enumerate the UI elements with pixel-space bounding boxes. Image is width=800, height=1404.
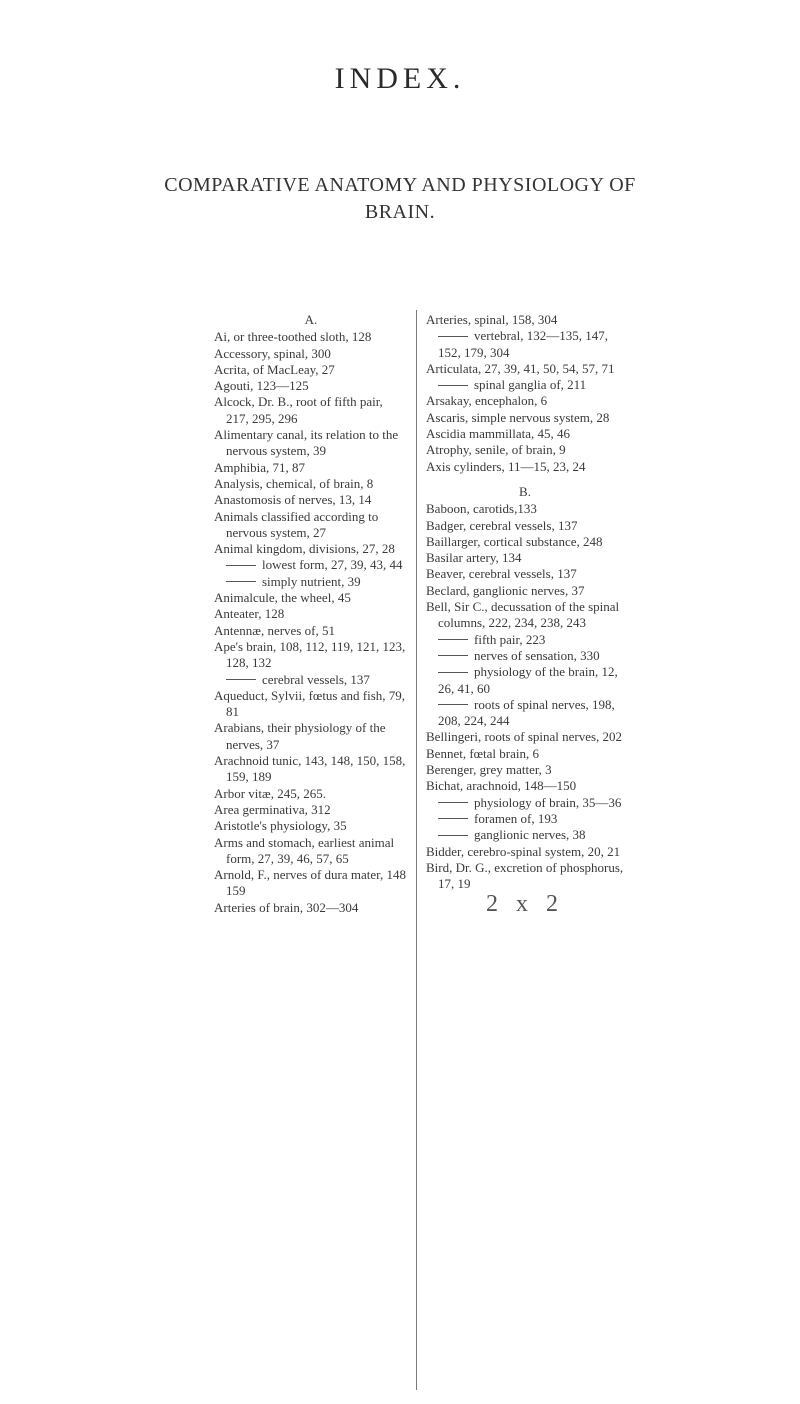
index-entry	[214, 541, 408, 557]
ditto-dash	[438, 802, 468, 803]
index-subentry	[426, 648, 624, 664]
entry-text: Bellingeri, roots of spinal nerves, 202	[426, 729, 623, 745]
index-column-left	[214, 312, 408, 916]
index-entry	[426, 599, 624, 632]
index-entry	[214, 688, 408, 721]
index-entry	[426, 361, 624, 377]
entry-list-a	[214, 329, 408, 916]
entry-text: Agouti, 123—125	[214, 378, 309, 394]
entry-text: Animalcule, the wheel, 45	[214, 590, 351, 606]
index-entry	[214, 460, 408, 476]
index-entry	[214, 394, 408, 427]
index-entry	[426, 426, 624, 442]
ditto-dash	[438, 704, 468, 705]
index-entry	[426, 518, 624, 534]
ditto-dash	[226, 565, 256, 566]
ditto-dash	[438, 655, 468, 656]
index-subentry	[214, 672, 408, 688]
index-entry	[426, 312, 624, 328]
index-entry	[214, 606, 408, 622]
page-title: INDEX.	[334, 62, 466, 95]
index-entry	[214, 835, 408, 868]
entry-text: Bell, Sir C., decussation of the spinal columns, 222, 234, 238, 243	[426, 599, 620, 631]
index-entry	[426, 550, 624, 566]
index-entry	[214, 509, 408, 542]
index-entry	[426, 459, 624, 475]
entry-text: Ascidia mammillata, 45, 46	[426, 426, 571, 442]
entry-text: Bidder, cerebro-spinal system, 20, 21	[426, 843, 621, 859]
entry-text: spinal ganglia of, 211	[474, 377, 587, 393]
entry-text: Arachnoid tunic, 143, 148, 150, 158, 159, 189	[214, 753, 406, 785]
entry-text: Arbor vitæ, 245, 265.	[214, 785, 326, 801]
ditto-dash	[438, 639, 468, 640]
ditto-dash	[438, 835, 468, 836]
entry-text: Beclard, ganglionic nerves, 37	[426, 582, 585, 598]
entry-text: Anteater, 128	[214, 606, 285, 622]
index-entry	[214, 720, 408, 753]
entry-text: Alcock, Dr. B., root of fifth pair, 217, 295, 296	[214, 394, 383, 426]
entry-text: Aristotle's physiology, 35	[214, 818, 347, 834]
entry-text: Accessory, spinal, 300	[214, 345, 331, 361]
entry-text: ganglionic nerves, 38	[474, 827, 586, 843]
index-subentry	[426, 795, 624, 811]
index-entry	[214, 900, 408, 916]
entry-text: Aqueduct, Sylvii, fœtus and fish, 79, 81	[214, 687, 406, 720]
section-letter-b: B.	[519, 483, 531, 499]
entry-text: Antennæ, nerves of, 51	[214, 622, 335, 638]
ditto-dash	[226, 679, 256, 680]
entry-text: Arms and stomach, earliest animal form, 27, 39, 46, 57, 65	[214, 834, 395, 866]
entry-text: vertebral, 132—135, 147, 152, 179, 304	[438, 328, 608, 360]
entry-text: Analysis, chemical, of brain, 8	[214, 475, 374, 491]
entry-text: Acrita, of MacLeay, 27	[214, 361, 335, 377]
index-subentry	[214, 574, 408, 590]
entry-text: Arabians, their physiology of the nerves, 37	[214, 720, 386, 752]
entry-text: roots of spinal nerves, 198, 208, 224, 244	[438, 696, 615, 729]
index-entry	[214, 362, 408, 378]
entry-text: simply nutrient, 39	[262, 573, 361, 589]
index-entry	[426, 583, 624, 599]
index-entry	[426, 762, 624, 778]
printer-signature: 2 x 2	[486, 891, 564, 918]
index-entry	[426, 442, 624, 458]
entry-text: Atrophy, senile, of brain, 9	[426, 442, 566, 458]
entry-text: foramen of, 193	[474, 810, 558, 826]
index-entry	[426, 844, 624, 860]
entry-text: Arsakay, encephalon, 6	[426, 393, 548, 409]
entry-text: Badger, cerebral vessels, 137	[426, 517, 578, 533]
index-entry	[426, 746, 624, 762]
index-entry	[214, 492, 408, 508]
entry-text: Arteries, spinal, 158, 304	[426, 312, 558, 327]
entry-text: Ape's brain, 108, 112, 119, 121, 123, 128, 132	[214, 638, 406, 671]
index-column-right	[426, 312, 624, 918]
entry-list-b	[426, 501, 624, 892]
index-entry	[214, 329, 408, 345]
entry-text: nerves of sensation, 330	[474, 647, 600, 663]
index-entry	[426, 729, 624, 745]
entry-text: Articulata, 27, 39, 41, 50, 54, 57, 71	[426, 360, 615, 376]
subtitle-line-1: COMPARATIVE ANATOMY AND PHYSIOLOGY OF	[164, 174, 636, 196]
entry-text: Baboon, carotids,133	[426, 501, 537, 517]
entry-text: Arnold, F., nerves of dura mater, 148 159	[214, 867, 406, 899]
ditto-dash	[438, 385, 468, 386]
entry-text: physiology of brain, 35—36	[474, 794, 622, 810]
index-entry	[426, 778, 624, 794]
index-entry	[426, 501, 624, 517]
index-subentry	[426, 811, 624, 827]
entry-text: Bennet, fœtal brain, 6	[426, 745, 539, 761]
index-entry	[426, 566, 624, 582]
ditto-dash	[438, 818, 468, 819]
index-subentry	[214, 557, 408, 573]
entry-text: cerebral vessels, 137	[262, 671, 370, 687]
index-subentry	[426, 328, 624, 361]
entry-text: Bichat, arachnoid, 148—150	[426, 778, 577, 794]
entry-text: Beaver, cerebral vessels, 137	[426, 566, 577, 582]
index-subentry	[426, 664, 624, 697]
index-entry	[214, 639, 408, 672]
column-divider	[416, 310, 417, 1390]
entry-text: Berenger, grey matter, 3	[426, 762, 552, 778]
index-subentry	[426, 697, 624, 730]
index-entry	[426, 393, 624, 409]
index-subtitle	[0, 172, 800, 226]
entry-text: Basilar artery, 134	[426, 550, 522, 566]
index-entry	[214, 818, 408, 834]
entry-text: lowest form, 27, 39, 43, 44	[262, 557, 403, 573]
index-subentry	[426, 377, 624, 393]
entry-text: Animal kingdom, divisions, 27, 28	[214, 541, 395, 557]
index-entry	[214, 623, 408, 639]
entry-text: Bird, Dr. G., excretion of phosphorus, 17, 19	[426, 859, 624, 892]
index-entry	[426, 534, 624, 550]
index-subentry	[426, 632, 624, 648]
index-entry	[214, 427, 408, 460]
entry-text: Area germinativa, 312	[214, 801, 331, 817]
ditto-dash	[438, 336, 468, 337]
entry-text: Animals classified according to nervous system, 27	[214, 508, 379, 540]
entry-text: Anastomosis of nerves, 13, 14	[214, 492, 372, 508]
entry-text: Baillarger, cortical substance, 248	[426, 533, 603, 549]
index-entry	[214, 867, 408, 900]
index-entry	[214, 476, 408, 492]
index-entry	[214, 786, 408, 802]
index-subentry	[426, 827, 624, 843]
entry-text: Ai, or three-toothed sloth, 128	[214, 329, 372, 345]
entry-text: Alimentary canal, its relation to the nervous system, 39	[214, 427, 399, 459]
section-letter-a: A.	[304, 312, 318, 327]
entry-text: Ascaris, simple nervous system, 28	[426, 409, 610, 425]
index-entry	[426, 860, 624, 893]
subtitle-line-2: BRAIN.	[364, 201, 436, 223]
entry-text: Arteries of brain, 302—304	[214, 899, 359, 915]
entry-list-a-continued	[426, 312, 624, 475]
index-entry	[426, 410, 624, 426]
entry-text: physiology of the brain, 12, 26, 41, 60	[438, 664, 618, 696]
index-entry	[214, 378, 408, 394]
entry-text: Amphibia, 71, 87	[214, 459, 305, 475]
entry-text: Axis cylinders, 11—15, 23, 24	[426, 458, 586, 474]
entry-text: fifth pair, 223	[474, 631, 546, 647]
index-entry	[214, 346, 408, 362]
index-entry	[214, 802, 408, 818]
index-entry	[214, 753, 408, 786]
ditto-dash	[226, 581, 256, 582]
index-entry	[214, 590, 408, 606]
ditto-dash	[438, 672, 468, 673]
